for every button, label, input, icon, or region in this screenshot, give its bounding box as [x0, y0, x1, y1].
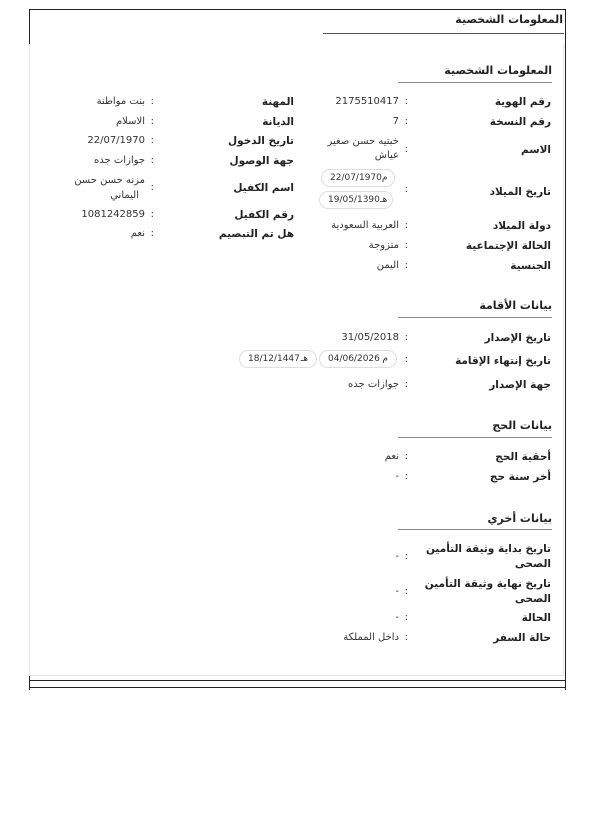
colon: : — [404, 260, 408, 271]
marital-status-value: متزوجة — [368, 240, 399, 251]
issuer-label: جهة الإصدار — [489, 379, 551, 391]
hijri-marker: هـ — [300, 354, 308, 364]
colon: : — [150, 96, 154, 107]
marital-status-label: الحالة الإجتماعية — [465, 240, 551, 252]
sponsor-name-label: اسم الكفيل — [233, 182, 294, 194]
colon: : — [404, 612, 408, 623]
issue-date-value: 31/05/2018 — [341, 332, 399, 343]
document-frame-bottom — [29, 680, 566, 688]
section-title-hajj: بيانات الحج — [492, 419, 552, 432]
birth-country-value: العربية السعودية — [331, 220, 399, 231]
birth-date-gregorian-pill — [321, 169, 395, 187]
colon: : — [404, 116, 408, 127]
colon: : — [404, 586, 408, 597]
religion-label: الديانة — [262, 116, 294, 128]
religion-value: الاسلام — [115, 116, 145, 127]
colon: : — [404, 144, 408, 155]
gregorian-marker: م — [382, 354, 388, 364]
colon: : — [150, 155, 154, 166]
page-title: المعلومات الشخصية — [455, 13, 563, 26]
colon: : — [150, 209, 154, 220]
issue-date-label: تاريخ الإصدار — [484, 332, 551, 344]
colon: : — [404, 220, 408, 231]
insurance-end-label-line2: الصحى — [514, 593, 551, 605]
page-title-rule — [323, 33, 564, 34]
id-number-value: 2175510417 — [335, 96, 399, 107]
copy-number-label: رقم النسخة — [489, 116, 551, 128]
section-rule-hajj — [398, 437, 552, 438]
insurance-start-label-line2: الصحى — [514, 558, 551, 570]
id-number-label: رقم الهوية — [494, 96, 551, 108]
birth-date-label: تاريخ الميلاد — [489, 186, 551, 198]
section-title-residence: بيانات الأقامة — [479, 299, 552, 312]
colon: : — [404, 451, 408, 462]
issuer-value: جوازات جده — [348, 379, 399, 390]
insurance-end-label-line1: تاريخ نهاية وثيقة التأمين — [424, 578, 551, 590]
name-label: الاسم — [521, 144, 551, 156]
section-rule-other — [398, 529, 552, 530]
colon: : — [404, 96, 408, 107]
colon: : — [404, 184, 408, 195]
fingerprint-value: نعم — [130, 228, 145, 239]
colon: : — [404, 471, 408, 482]
status-label: الحالة — [521, 612, 551, 624]
section-rule-personal — [398, 82, 552, 83]
birth-country-label: دولة الميلاد — [492, 220, 551, 232]
fingerprint-label: هل تم التبصيم — [218, 228, 294, 240]
colon: : — [404, 632, 408, 643]
status-value: - — [395, 612, 399, 623]
entry-date-value: 22/07/1970 — [87, 135, 145, 146]
travel-status-label: حالة السفر — [493, 632, 551, 644]
sponsor-number-value: 1081242859 — [81, 209, 145, 220]
hajj-eligibility-value: نعم — [384, 451, 399, 462]
insurance-start-label-line1: تاريخ بداية وثيقة التأمين — [425, 543, 551, 555]
travel-status-value: داخل المملكة — [343, 632, 399, 643]
arrival-point-value: جوازات جده — [94, 155, 145, 166]
hajj-eligibility-label: أحقية الحج — [495, 451, 551, 463]
colon: : — [404, 551, 408, 562]
sponsor-name-line1: مزنه حسن حسن — [74, 175, 145, 186]
nationality-label: الجنسية — [510, 260, 551, 272]
gregorian-marker: م — [381, 173, 388, 183]
insurance-end-value: - — [395, 586, 399, 597]
colon: : — [404, 354, 408, 365]
sponsor-number-label: رقم الكفيل — [234, 209, 294, 221]
name-value-line2: عياش — [374, 150, 399, 161]
birth-date-hijri: 19/05/1390 — [328, 195, 380, 205]
colon: : — [404, 332, 408, 343]
expiry-hijri-pill — [239, 350, 317, 368]
expiry-gregorian: 04/06/2026 — [328, 354, 380, 364]
occupation-label: المهنة — [261, 96, 294, 108]
colon: : — [150, 135, 154, 146]
residence-expiry-label: تاريخ إنتهاء الإقامة — [455, 355, 551, 367]
colon: : — [150, 228, 154, 239]
entry-date-label: تاريخ الدخول — [228, 135, 294, 147]
insurance-start-value: - — [395, 551, 399, 562]
sponsor-name-line2: اليماني — [110, 190, 139, 201]
section-rule-residence — [398, 317, 552, 318]
colon: : — [150, 182, 154, 193]
occupation-value: بنت مواطنة — [96, 96, 145, 107]
colon: : — [150, 116, 154, 127]
nationality-value: اليمن — [376, 260, 399, 271]
hijri-marker: هـ — [379, 195, 388, 205]
birth-date-hijri-pill — [319, 191, 393, 209]
arrival-point-label: جهة الوصول — [229, 155, 294, 167]
last-hajj-year-value: - — [395, 471, 399, 482]
birth-date-gregorian: 22/07/1970 — [330, 173, 382, 183]
expiry-hijri: 18/12/1447 — [248, 354, 300, 364]
colon: : — [404, 379, 408, 390]
section-title-personal: المعلومات الشخصية — [444, 64, 552, 77]
name-value-line1: خبتيه حسن صغير — [327, 136, 399, 147]
colon: : — [404, 240, 408, 251]
section-title-other: بيانات أخري — [487, 512, 552, 525]
last-hajj-year-label: أخر سنة حج — [489, 471, 551, 483]
copy-number-value: 7 — [392, 116, 399, 127]
expiry-gregorian-pill — [319, 350, 397, 368]
